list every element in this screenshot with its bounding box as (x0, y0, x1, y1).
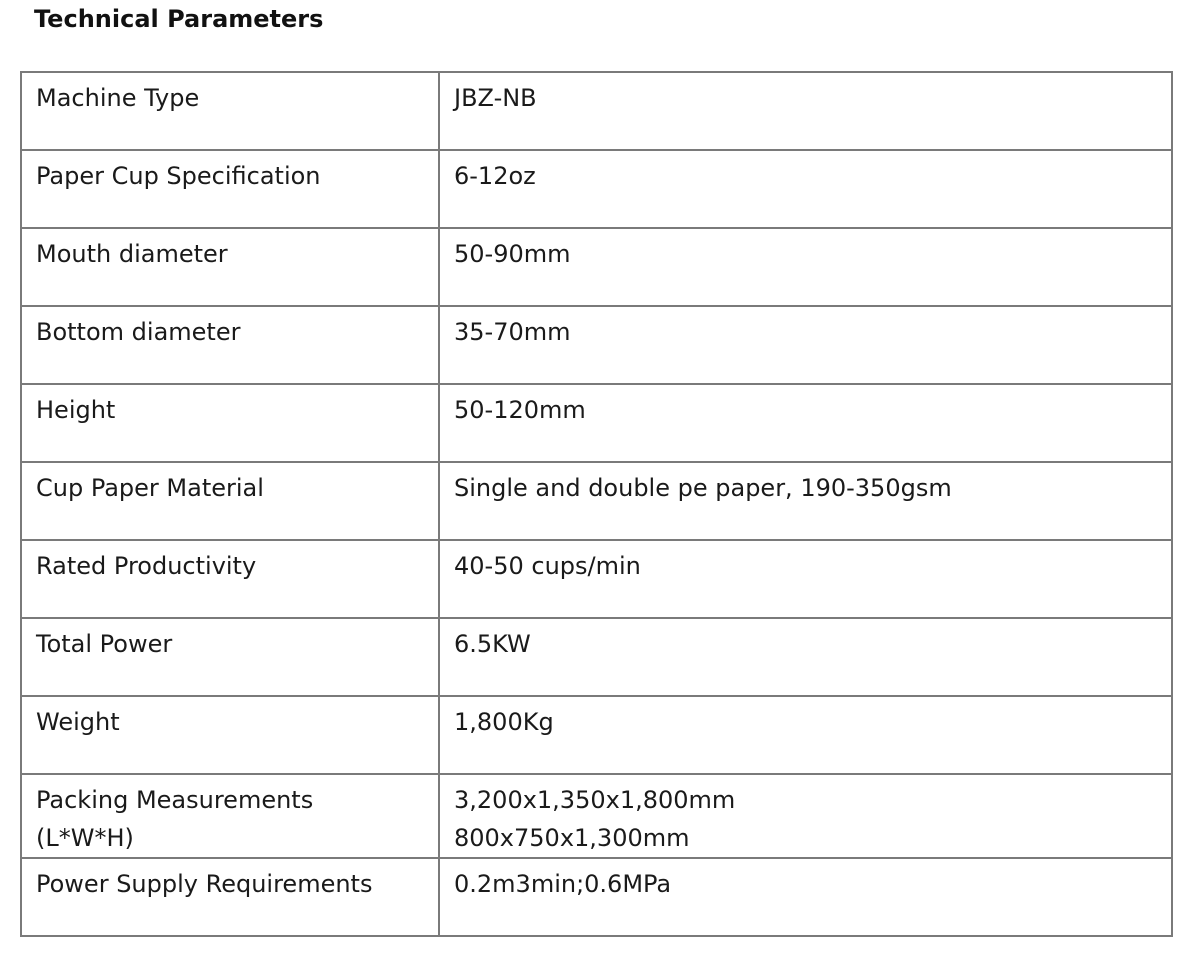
parameter-label-cell (21, 384, 439, 462)
parameter-label: Paper Cup Specification (36, 162, 321, 190)
parameter-value-cell (439, 696, 1172, 774)
parameter-label: Mouth diameter (36, 240, 228, 268)
parameter-label: Machine Type (36, 84, 200, 112)
parameter-label: Bottom diameter (36, 318, 241, 346)
parameter-value-cell (439, 858, 1172, 936)
parameter-value-cell (439, 306, 1172, 384)
table-row (21, 72, 1172, 150)
parameter-value: 50-90mm (454, 240, 571, 268)
parameter-label-cell (21, 696, 439, 774)
parameter-value: 3,200x1,350x1,800mm (454, 786, 736, 814)
parameter-value: JBZ-NB (454, 84, 537, 112)
parameter-label-line-2: (L*W*H) (36, 824, 134, 852)
table-row (21, 384, 1172, 462)
parameter-label-cell (21, 228, 439, 306)
parameter-label-cell (21, 462, 439, 540)
parameter-value-cell (439, 540, 1172, 618)
parameter-value-cell (439, 72, 1172, 150)
parameter-label-cell (21, 774, 439, 858)
parameter-label: Rated Productivity (36, 552, 257, 580)
page-title: Technical Parameters (34, 5, 324, 33)
parameter-value: 1,800Kg (454, 708, 554, 736)
parameter-value-cell (439, 228, 1172, 306)
parameter-value: 6-12oz (454, 162, 536, 190)
table-body (21, 72, 1172, 936)
technical-parameters-table (20, 71, 1173, 937)
table-row (21, 858, 1172, 936)
table-row (21, 228, 1172, 306)
parameter-label-cell (21, 150, 439, 228)
table-row (21, 774, 1172, 858)
parameter-value: 35-70mm (454, 318, 571, 346)
parameter-label-cell (21, 858, 439, 936)
parameter-label-cell (21, 72, 439, 150)
parameter-value: Single and double pe paper, 190-350gsm (454, 474, 952, 502)
parameter-label: Cup Paper Material (36, 474, 264, 502)
parameter-label: Weight (36, 708, 120, 736)
parameter-label-cell (21, 540, 439, 618)
parameter-value: 0.2m3min;0.6MPa (454, 870, 672, 898)
table-row (21, 462, 1172, 540)
table-row (21, 306, 1172, 384)
parameter-value-cell (439, 384, 1172, 462)
parameter-value-cell (439, 618, 1172, 696)
parameter-value: 40-50 cups/min (454, 552, 641, 580)
parameter-value: 50-120mm (454, 396, 586, 424)
parameter-value-cell (439, 462, 1172, 540)
parameter-label-cell (21, 306, 439, 384)
table-row (21, 618, 1172, 696)
table-row (21, 540, 1172, 618)
parameter-value: 6.5KW (454, 630, 531, 658)
parameter-value-cell (439, 150, 1172, 228)
parameter-label: Packing Measurements (36, 786, 314, 814)
parameter-label: Height (36, 396, 116, 424)
table-row (21, 150, 1172, 228)
parameter-value-line-2: 800x750x1,300mm (454, 824, 690, 852)
table-row (21, 696, 1172, 774)
parameter-label-cell (21, 618, 439, 696)
parameter-label: Power Supply Requirements (36, 870, 373, 898)
parameter-label: Total Power (36, 630, 173, 658)
parameter-value-cell (439, 774, 1172, 858)
